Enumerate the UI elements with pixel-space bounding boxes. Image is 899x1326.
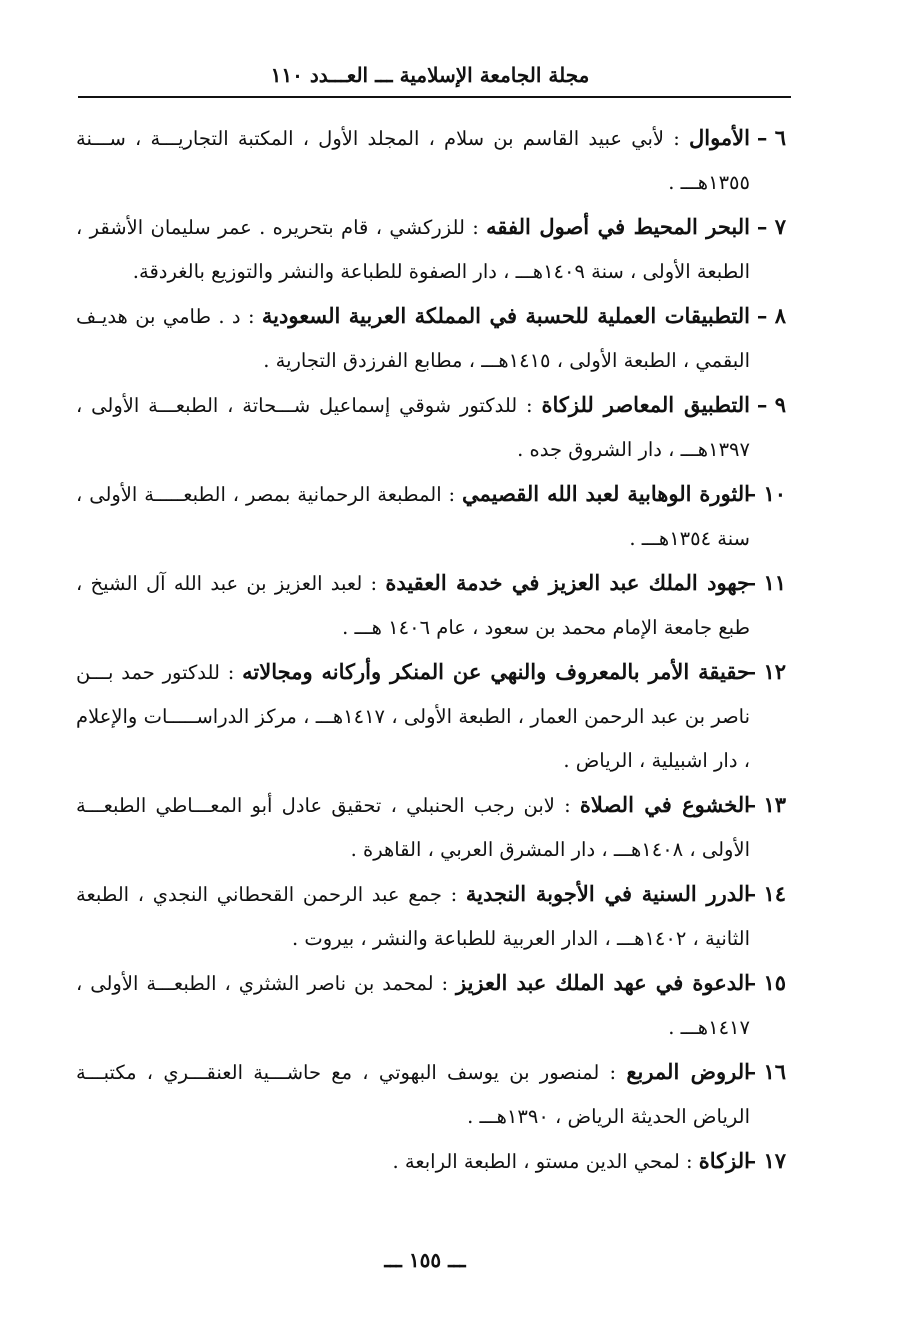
entry-details: : للزركشي ، قام بتحريره . عمر سليمان الأشقر ، الطبعة الأولى ، سنة ١٤٠٩هـــ ، دار الصفوة للطباعة والنشر والتوزيع بالغردقة. xyxy=(76,216,750,283)
entry-details: : للدكتور حمد بـــن ناصر بن عبد الرحمن العمار ، الطبعة الأولى ، ١٤١٧هـــ ، مركز الدراســـــات والإعلام ، دار اشبيلية ، الرياض . xyxy=(76,661,751,772)
entry-details: : للدكتور شوقي إسماعيل شـــحاتة ، الطبعـــة الأولى ، ١٣٩٧هـــ ، دار الشروق جده . xyxy=(76,394,750,461)
bibliography-entry xyxy=(76,383,786,472)
entry-details: : لعبد العزيز بن عبد الله آل الشيخ ، طبع جامعة الإمام محمد بن سعود ، عام ١٤٠٦ هـــ . xyxy=(76,572,750,639)
entry-title: الأموال xyxy=(688,125,750,150)
entry-details: : لمنصور بن يوسف البهوتي ، مع حاشـــية العنقـــري ، مكتبـــة الرياض الحديثة الرياض ، ١٣٩٠هـــ . xyxy=(76,1061,750,1128)
bibliography-entry xyxy=(76,116,786,205)
entry-details: : لمحي الدين مستو ، الطبعة الرابعة . xyxy=(392,1150,699,1173)
entry-number: ٩ – xyxy=(756,392,786,417)
entry-number: ١٣ – xyxy=(745,792,786,817)
entry-title: الخشوع في الصلاة xyxy=(579,792,750,817)
entry-title: الدعوة في عهد الملك عبد العزيز xyxy=(456,970,751,995)
entry-title: الزكاة xyxy=(698,1148,750,1173)
entry-title: التطبيق المعاصر للزكاة xyxy=(541,392,750,417)
page-number: ـــ ١٥٥ ـــ xyxy=(384,1248,466,1272)
bibliography-entry xyxy=(76,783,786,872)
entry-number: ٨ – xyxy=(756,303,786,328)
entry-details: : لأبي عبيد القاسم بن سلام ، المجلد الأول ، المكتبة التجاريـــة ، ســـنة ١٣٥٥هـــ . xyxy=(76,127,750,194)
entry-number: ١٧ – xyxy=(745,1148,786,1173)
bibliography-entry xyxy=(76,472,786,561)
entry-details: : لابن رجب الحنبلي ، تحقيق عادل أبو المعـــاطي الطبعـــة الأولى ، ١٤٠٨هـــ ، دار المشرق العربي ، القاهرة . xyxy=(76,794,750,861)
entry-number: ٦ – xyxy=(756,125,786,150)
bibliography-entry xyxy=(76,205,786,294)
entry-number: ١١ – xyxy=(745,570,786,595)
entry-details: : جمع عبد الرحمن القحطاني النجدي ، الطبعة الثانية ، ١٤٠٢هـــ ، الدار العربية للطباعة والنشر ، بيروت . xyxy=(76,883,750,950)
entry-details: : المطبعة الرحمانية بمصر ، الطبعـــــة الأولى ، سنة ١٣٥٤هـــ . xyxy=(76,483,750,550)
journal-header-title: مجلة الجامعة الإسلامية ـــ العـــدد ١١٠ xyxy=(270,63,590,87)
entry-details: : لمحمد بن ناصر الشثري ، الطبعـــة الأولى ، ١٤١٧هـــ . xyxy=(76,972,750,1039)
bibliography-entry xyxy=(76,961,786,1050)
entry-title: حقيقة الأمر بالمعروف والنهي عن المنكر وأركانه ومجالاته xyxy=(242,659,750,684)
entry-details: : د . طامي بن هديـف البقمي ، الطبعة الأولى ، ١٤١٥هـــ ، مطابع الفرزدق التجارية . xyxy=(76,305,750,372)
entry-number: ٧ – xyxy=(756,214,786,239)
header-divider xyxy=(78,96,791,98)
entry-number: ١٦ – xyxy=(745,1059,786,1084)
entry-title: البحر المحيط في أصول الفقه xyxy=(486,214,750,239)
bibliography-entry xyxy=(76,1050,786,1139)
entry-title: التطبيقات العملية للحسبة في المملكة العربية السعودية xyxy=(261,303,750,328)
entry-number: ١٤ – xyxy=(745,881,786,906)
bibliography-entry xyxy=(76,294,786,383)
entry-title: جهود الملك عبد العزيز في خدمة العقيدة xyxy=(385,570,750,595)
bibliography-list xyxy=(76,116,786,1184)
entry-number: ١٥ – xyxy=(745,970,786,995)
bibliography-entry xyxy=(76,561,786,650)
entry-number: ١٢ – xyxy=(745,659,786,684)
entry-number: ١٠ – xyxy=(745,481,786,506)
entry-title: الثورة الوهابية لعبد الله القصيمي xyxy=(462,481,750,506)
bibliography-entry xyxy=(76,650,786,783)
entry-title: الدرر السنية في الأجوبة النجدية xyxy=(465,881,750,906)
bibliography-entry xyxy=(76,872,786,961)
bibliography-entry xyxy=(76,1139,786,1184)
entry-title: الروض المربع xyxy=(626,1059,750,1084)
